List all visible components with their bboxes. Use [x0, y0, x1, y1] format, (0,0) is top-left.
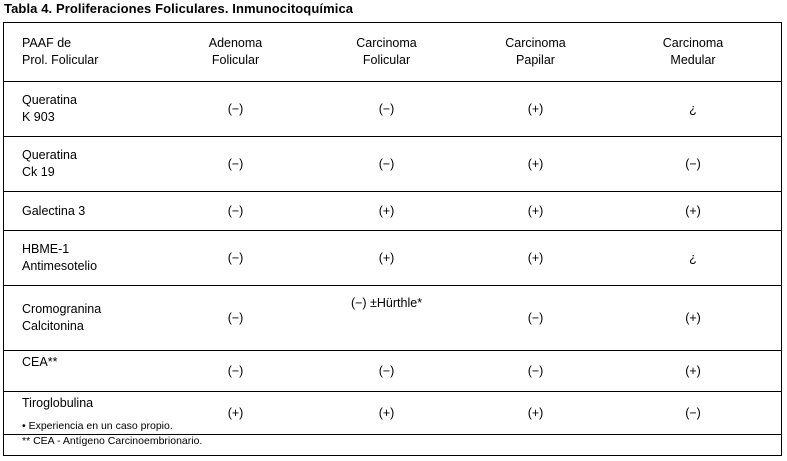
table-cell: (+): [164, 392, 307, 435]
table-cell: (+): [466, 82, 605, 137]
table-row: [4, 137, 781, 192]
table-cell: ¿: [605, 82, 781, 137]
table-cell: (+): [466, 137, 605, 192]
row-label: Cromogranina Calcitonina: [4, 286, 164, 351]
table-cell: (−): [605, 137, 781, 192]
column-header-paaf: PAAF de Prol. Folicular: [4, 23, 164, 82]
column-header-carcinoma-medular: Carcinoma Medular: [605, 23, 781, 82]
table-cell: (−): [466, 286, 605, 351]
footnote-case: • Experiencia en un caso propio.: [22, 420, 173, 432]
table-cell: (−): [307, 82, 466, 137]
table-cell: (+): [307, 231, 466, 286]
row-label: Tiroglobulina: [4, 392, 164, 435]
table-cell: (+): [466, 192, 605, 231]
row-label: Queratina K 903: [4, 82, 164, 137]
header-row: [4, 23, 781, 82]
table-cell: (+): [605, 351, 781, 392]
table-cell: (−): [164, 192, 307, 231]
immunocytochemistry-table: [4, 23, 781, 435]
column-header-carcinoma-papilar: Carcinoma Papilar: [466, 23, 605, 82]
table-cell: (+): [605, 286, 781, 351]
column-header-carcinoma-folicular: Carcinoma Folicular: [307, 23, 466, 82]
row-label: HBME-1 Antimesotelio: [4, 231, 164, 286]
table-cell: (−): [164, 82, 307, 137]
table-cell: (−): [164, 137, 307, 192]
table-row: [4, 286, 781, 351]
table-title: Tabla 4. Proliferaciones Foliculares. Inmunocitoquímica: [4, 1, 354, 16]
table-row: [4, 192, 781, 231]
table-frame: [3, 22, 782, 456]
table-cell: (−): [307, 137, 466, 192]
table-cell: (+): [307, 192, 466, 231]
table-cell: (+): [466, 392, 605, 435]
table-cell: (−): [164, 231, 307, 286]
table-cell: (−): [466, 351, 605, 392]
row-label: Galectina 3: [4, 192, 164, 231]
table-cell: ¿: [605, 231, 781, 286]
table-cell: (−): [164, 286, 307, 351]
table-row: [4, 351, 781, 392]
table-cell: (+): [605, 192, 781, 231]
table-cell: (+): [307, 392, 466, 435]
table-row: [4, 82, 781, 137]
row-label: Queratina Ck 19: [4, 137, 164, 192]
table-cell: (−): [605, 392, 781, 435]
footnote-cea: ** CEA - Antígeno Carcinoembrionario.: [22, 435, 203, 447]
row-label: CEA**: [4, 351, 164, 392]
footnotes: [22, 419, 202, 449]
table-cell: (−): [164, 351, 307, 392]
column-header-adenoma-folicular: Adenoma Folicular: [164, 23, 307, 82]
table-cell: (−): [307, 351, 466, 392]
table-cell: (+): [466, 231, 605, 286]
table-cell-hurthle: (−) ±Hürthle*: [307, 286, 466, 351]
table-row: [4, 231, 781, 286]
